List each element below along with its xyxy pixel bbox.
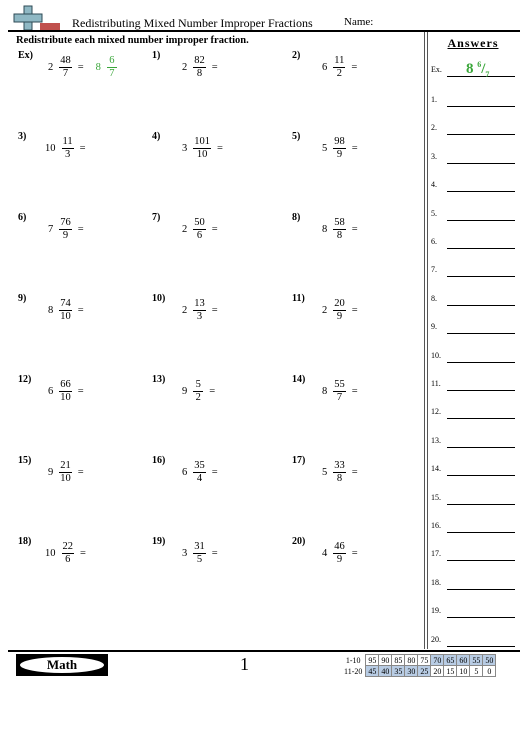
answer-line-15[interactable] xyxy=(431,491,519,505)
mixed-number-expression xyxy=(45,541,86,566)
denominator: 9 xyxy=(336,311,343,322)
denominator: 6 xyxy=(65,554,71,565)
footer-divider xyxy=(8,650,520,652)
problem-12 xyxy=(18,374,148,414)
answer-rule xyxy=(447,362,515,363)
equals-sign: = xyxy=(77,305,84,316)
whole-part: 3 xyxy=(182,143,188,154)
score-cell: 80 xyxy=(405,655,418,666)
mixed-number-expression xyxy=(322,136,358,161)
score-cell: 15 xyxy=(444,666,457,677)
problem-11 xyxy=(292,293,422,333)
answer-rule xyxy=(447,589,515,590)
whole-part: 6 xyxy=(322,62,328,73)
problem-label: 9) xyxy=(18,293,27,304)
answer-example-label: Ex. xyxy=(431,65,442,74)
subject-badge xyxy=(16,654,108,676)
problem-label: 1) xyxy=(152,50,161,61)
answer-rule xyxy=(447,134,515,135)
answer-line-4[interactable] xyxy=(431,178,519,192)
solution-numerator: 6 xyxy=(107,55,117,68)
answer-line-label: 9. xyxy=(431,322,437,332)
answer-line-label: 17. xyxy=(431,549,441,559)
answer-rule xyxy=(447,106,515,107)
solution-fraction xyxy=(107,55,117,80)
subject-label: Math xyxy=(20,657,104,673)
answer-line-16[interactable] xyxy=(431,519,519,533)
problem-4 xyxy=(152,131,282,171)
answer-rule xyxy=(447,333,515,334)
page-number: 1 xyxy=(240,654,249,674)
numerator: 82 xyxy=(194,55,205,66)
equals-sign: = xyxy=(351,548,358,559)
equals-sign: = xyxy=(211,62,218,73)
numerator: 66 xyxy=(60,379,71,390)
answer-rule xyxy=(447,532,515,533)
score-cell: 60 xyxy=(457,655,470,666)
numerator: 31 xyxy=(194,541,205,552)
answer-column-divider-inner xyxy=(427,32,428,649)
score-row xyxy=(342,666,496,677)
score-cell: 45 xyxy=(366,666,379,677)
denominator: 10 xyxy=(60,392,71,403)
answer-line-label: 4. xyxy=(431,180,437,190)
denominator: 5 xyxy=(196,554,203,565)
problem-label: 2) xyxy=(292,50,301,61)
problem-label: 20) xyxy=(292,536,306,547)
answer-line-label: 6. xyxy=(431,237,437,246)
equals-sign: = xyxy=(77,467,84,478)
equals-sign: = xyxy=(217,143,223,154)
problem-18 xyxy=(18,536,148,576)
numerator: 21 xyxy=(60,460,71,471)
problem-label: 14) xyxy=(292,374,306,385)
mixed-number-expression xyxy=(45,136,86,161)
whole-part: 10 xyxy=(45,548,56,559)
denominator: 10 xyxy=(60,473,71,484)
answer-rule xyxy=(447,617,515,618)
answer-line-2[interactable] xyxy=(431,121,519,135)
score-cell: 10 xyxy=(457,666,470,677)
answer-rule xyxy=(447,220,515,221)
example-solution xyxy=(96,55,117,80)
answer-line-9[interactable] xyxy=(431,320,519,334)
equals-sign: = xyxy=(80,548,86,559)
score-cell: 30 xyxy=(405,666,418,677)
denominator: 7 xyxy=(62,68,69,79)
fraction xyxy=(193,460,206,485)
score-cell: 55 xyxy=(470,655,483,666)
fraction xyxy=(62,541,75,566)
problem-label: 19) xyxy=(152,536,166,547)
mixed-number-expression xyxy=(48,55,117,80)
mixed-number-expression xyxy=(182,217,218,242)
fraction xyxy=(62,136,74,161)
whole-part: 8 xyxy=(322,224,328,235)
equals-sign: = xyxy=(351,386,358,397)
problem-label: 4) xyxy=(152,131,161,142)
denominator: 2 xyxy=(336,68,342,79)
problem-15 xyxy=(18,455,148,495)
mixed-number-expression xyxy=(322,379,358,404)
example-problem xyxy=(18,50,148,90)
denominator: 8 xyxy=(336,230,343,241)
problem-7 xyxy=(152,212,282,252)
answer-rule xyxy=(447,447,515,448)
answer-line-20[interactable] xyxy=(431,633,519,647)
answer-line-12[interactable] xyxy=(431,405,519,419)
fraction xyxy=(193,217,206,242)
problem-label: 12) xyxy=(18,374,32,385)
problem-label: 15) xyxy=(18,455,32,466)
mixed-number-expression xyxy=(48,298,84,323)
problem-14 xyxy=(292,374,422,414)
problem-2 xyxy=(292,50,422,90)
mixed-number-expression xyxy=(182,379,215,404)
fraction xyxy=(333,55,345,80)
problem-13 xyxy=(152,374,282,414)
mixed-number-expression xyxy=(182,460,218,485)
mixed-number-expression xyxy=(322,55,357,80)
whole-part: 2 xyxy=(322,305,328,316)
mixed-number-expression xyxy=(182,136,223,161)
numerator: 76 xyxy=(60,217,71,228)
score-range: 11-20 xyxy=(344,666,363,676)
numerator: 13 xyxy=(194,298,205,309)
numerator: 58 xyxy=(334,217,345,228)
answer-line-label: 2. xyxy=(431,123,437,133)
numerator: 22 xyxy=(62,541,73,552)
fraction xyxy=(59,298,72,323)
answer-line-label: 11. xyxy=(431,379,441,388)
score-cell: 5 xyxy=(470,666,483,677)
whole-part: 9 xyxy=(182,386,188,397)
instructions: Redistribute each mixed number improper fraction. xyxy=(16,35,249,46)
answer-rule xyxy=(447,418,515,419)
fraction xyxy=(59,217,72,242)
denominator: 9 xyxy=(62,230,69,241)
numerator: 11 xyxy=(334,55,345,66)
whole-part: 6 xyxy=(182,467,188,478)
fraction xyxy=(193,55,206,80)
equals-sign: = xyxy=(351,143,358,154)
problem-19 xyxy=(152,536,282,576)
problem-label: 6) xyxy=(18,212,27,223)
answer-line-label: 5. xyxy=(431,208,437,218)
mixed-number-expression xyxy=(48,217,84,242)
problem-label: 5) xyxy=(292,131,301,142)
whole-part: 2 xyxy=(182,62,188,73)
denominator: 3 xyxy=(64,149,71,160)
denominator: 6 xyxy=(196,230,203,241)
fraction xyxy=(333,379,346,404)
solution-denominator: 7 xyxy=(109,68,115,79)
fraction xyxy=(193,541,206,566)
equals-sign: = xyxy=(351,305,358,316)
answer-line-3[interactable] xyxy=(431,150,519,164)
problem-label: 13) xyxy=(152,374,166,385)
answer-rule xyxy=(447,475,515,476)
numerator: 98 xyxy=(334,136,345,147)
denominator: 9 xyxy=(336,554,343,565)
worksheet-logo xyxy=(12,4,60,32)
answer-line-19[interactable] xyxy=(431,604,519,618)
fraction xyxy=(333,541,346,566)
mixed-number-expression xyxy=(182,298,218,323)
answer-rule xyxy=(447,191,515,192)
answer-line-17[interactable] xyxy=(431,547,519,561)
numerator: 46 xyxy=(334,541,345,552)
answer-line-label: 1. xyxy=(431,95,437,104)
problem-label: 7) xyxy=(152,212,161,223)
answer-line-label: 12. xyxy=(431,407,441,417)
fraction xyxy=(193,379,203,404)
numerator: 101 xyxy=(194,136,210,147)
denominator: 10 xyxy=(196,149,208,160)
score-row xyxy=(342,655,496,666)
answer-rule xyxy=(447,163,515,164)
score-table xyxy=(342,654,496,677)
problem-6 xyxy=(18,212,148,252)
score-cell: 95 xyxy=(366,655,379,666)
equals-sign: = xyxy=(77,386,84,397)
mixed-number-expression xyxy=(322,217,358,242)
answer-line-label: 18. xyxy=(431,577,441,587)
answer-line-1[interactable] xyxy=(431,93,519,107)
score-cell: 65 xyxy=(444,655,457,666)
score-cell: 50 xyxy=(483,655,496,666)
problem-label: 17) xyxy=(292,455,306,466)
fraction xyxy=(59,55,72,80)
score-cell: 35 xyxy=(392,666,405,677)
mixed-number-expression xyxy=(322,541,358,566)
name-label: Name: xyxy=(344,16,374,28)
problem-label: Ex) xyxy=(18,50,33,61)
denominator: 8 xyxy=(336,473,343,484)
fraction xyxy=(333,298,346,323)
problem-10 xyxy=(152,293,282,333)
mixed-number-expression xyxy=(48,379,84,404)
answer-rule xyxy=(447,248,515,249)
answer-rule xyxy=(447,646,515,647)
numerator: 50 xyxy=(194,217,205,228)
fraction xyxy=(333,460,346,485)
problem-8 xyxy=(292,212,422,252)
fraction xyxy=(333,217,346,242)
denominator: 7 xyxy=(336,392,343,403)
problem-label: 11) xyxy=(292,293,305,304)
score-cell: 85 xyxy=(392,655,405,666)
answer-line-label: 20. xyxy=(431,634,441,644)
problem-16 xyxy=(152,455,282,495)
whole-part: 4 xyxy=(322,548,328,559)
answer-line-7[interactable] xyxy=(431,263,519,277)
answer-rule xyxy=(447,560,515,561)
equals-sign: = xyxy=(79,143,86,154)
answer-line-6[interactable] xyxy=(431,235,519,249)
equals-sign: = xyxy=(351,467,358,478)
answer-line-label: 13. xyxy=(431,435,441,445)
whole-part: 7 xyxy=(48,224,54,235)
answer-rule xyxy=(447,276,515,277)
fraction xyxy=(333,136,346,161)
problem-label: 16) xyxy=(152,455,166,466)
answer-rule xyxy=(447,390,515,391)
problem-label: 10) xyxy=(152,293,166,304)
whole-part: 8 xyxy=(48,305,54,316)
fraction xyxy=(59,460,72,485)
denominator: 4 xyxy=(196,473,203,484)
equals-sign: = xyxy=(211,305,218,316)
whole-part: 2 xyxy=(182,305,188,316)
example-answer: 8 $^6/_7$ xyxy=(466,60,490,79)
whole-part: 2 xyxy=(48,62,54,73)
score-cell: 40 xyxy=(379,666,392,677)
answer-line-label: 8. xyxy=(431,293,437,303)
problem-9 xyxy=(18,293,148,333)
score-range: 1-10 xyxy=(345,655,361,665)
equals-sign: = xyxy=(211,224,218,235)
whole-part: 9 xyxy=(48,467,54,478)
denominator: 3 xyxy=(196,311,203,322)
equals-sign: = xyxy=(77,62,84,73)
whole-part: 3 xyxy=(182,548,188,559)
problem-label: 8) xyxy=(292,212,301,223)
answer-rule xyxy=(447,504,515,505)
problem-label: 3) xyxy=(18,131,27,142)
fraction xyxy=(193,298,206,323)
answer-line-label: 16. xyxy=(431,521,441,530)
answer-line-18[interactable] xyxy=(431,576,519,590)
equals-sign: = xyxy=(351,224,358,235)
fraction xyxy=(193,136,211,161)
answer-line-14[interactable] xyxy=(431,462,519,476)
numerator: 20 xyxy=(334,298,345,309)
whole-part: 8 xyxy=(322,386,328,397)
answer-line-label: 10. xyxy=(431,350,441,360)
problem-1 xyxy=(152,50,282,90)
answer-line-label: 7. xyxy=(431,265,437,275)
whole-part: 5 xyxy=(322,143,328,154)
whole-part: 2 xyxy=(182,224,188,235)
numerator: 74 xyxy=(60,298,71,309)
answer-rule xyxy=(447,305,515,306)
score-cell: 90 xyxy=(379,655,392,666)
answer-line-5[interactable] xyxy=(431,207,519,221)
equals-sign: = xyxy=(211,548,218,559)
equals-sign: = xyxy=(351,62,358,73)
numerator: 33 xyxy=(334,460,345,471)
equals-sign: = xyxy=(211,467,218,478)
mixed-number-expression xyxy=(322,460,358,485)
denominator: 10 xyxy=(60,311,71,322)
whole-part: 6 xyxy=(48,386,54,397)
numerator: 35 xyxy=(194,460,205,471)
score-cell: 25 xyxy=(418,666,431,677)
problem-20 xyxy=(292,536,422,576)
score-cell: 75 xyxy=(418,655,431,666)
answer-line-label: 19. xyxy=(431,606,441,616)
answers-heading: Answers xyxy=(447,36,499,50)
answer-line-13[interactable] xyxy=(431,434,519,448)
mixed-number-expression xyxy=(48,460,84,485)
answer-line-11[interactable] xyxy=(431,377,519,391)
score-cell: 0 xyxy=(483,666,496,677)
answer-line-label: 15. xyxy=(431,492,441,502)
whole-part: 10 xyxy=(45,143,56,154)
answer-column-divider xyxy=(424,32,425,649)
numerator: 48 xyxy=(60,55,71,66)
numerator: 5 xyxy=(193,379,203,392)
answer-line-10[interactable] xyxy=(431,349,519,363)
denominator: 8 xyxy=(196,68,203,79)
mixed-number-expression xyxy=(182,541,218,566)
equals-sign: = xyxy=(77,224,84,235)
score-cell: 20 xyxy=(431,666,444,677)
problem-5 xyxy=(292,131,422,171)
answer-line-label: 3. xyxy=(431,151,437,161)
header-divider xyxy=(8,30,520,32)
numerator: 55 xyxy=(334,379,345,390)
problem-label: 18) xyxy=(18,536,32,547)
numerator: 11 xyxy=(62,136,73,147)
mixed-number-expression xyxy=(322,298,358,323)
problem-3 xyxy=(18,131,148,171)
problem-17 xyxy=(292,455,422,495)
answer-line-8[interactable] xyxy=(431,292,519,306)
denominator: 9 xyxy=(336,149,343,160)
fraction xyxy=(59,379,72,404)
score-cell: 70 xyxy=(431,655,444,666)
solution-whole: 8 xyxy=(95,62,101,73)
answer-line-label: 14. xyxy=(431,464,441,474)
equals-sign: = xyxy=(209,386,216,397)
denominator: 2 xyxy=(195,392,201,403)
whole-part: 5 xyxy=(322,467,328,478)
page-title: Redistributing Mixed Number Improper Fractions xyxy=(72,16,313,30)
mixed-number-expression xyxy=(182,55,218,80)
